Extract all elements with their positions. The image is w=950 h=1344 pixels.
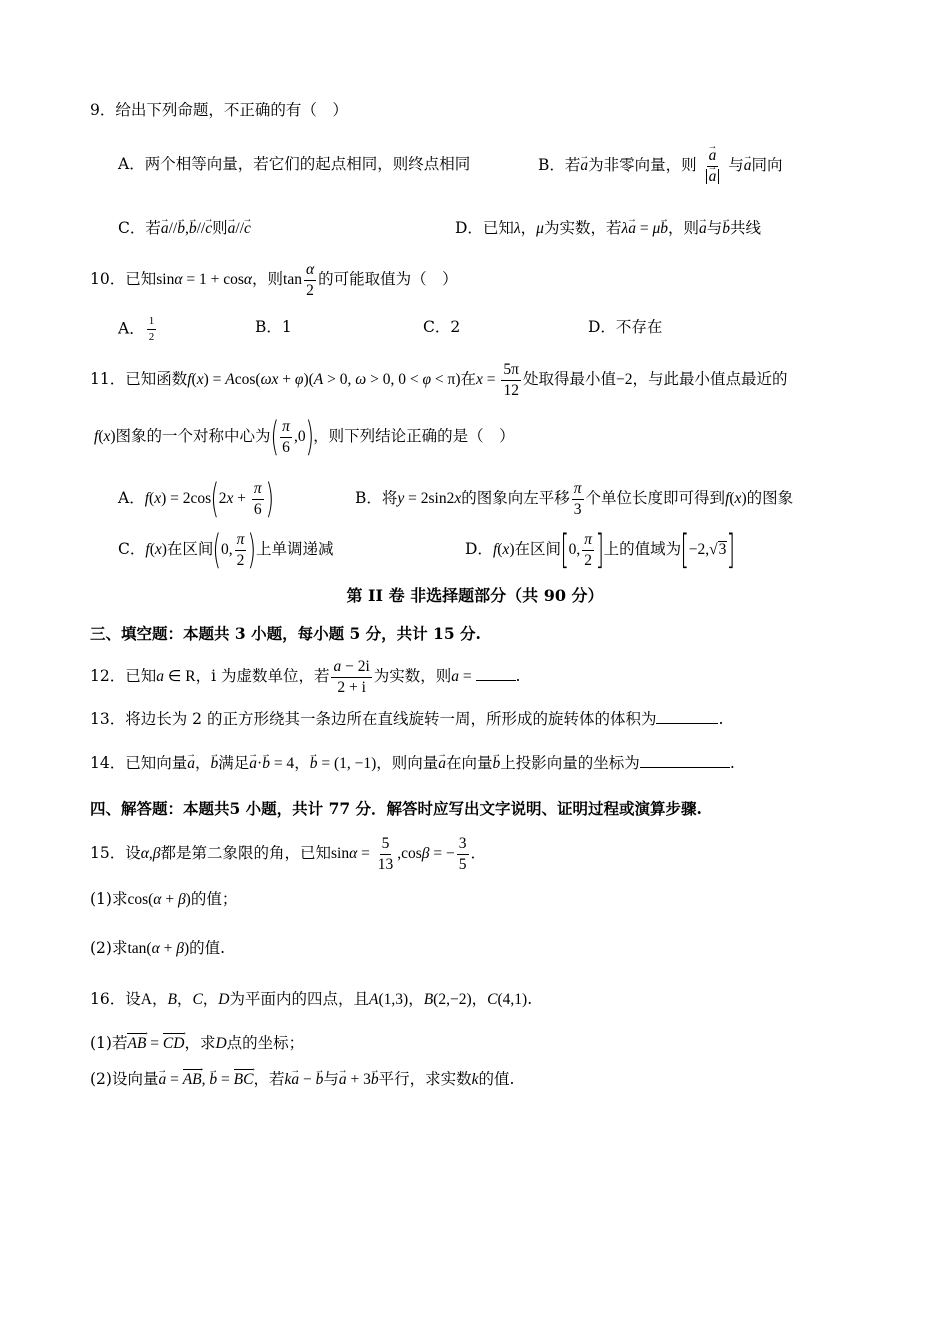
q15-stem: 15．设α,β都是第二象限的角，已知sinα = $\frac{5}{13}$ ,cosβ = − $\frac{3}{5}$ ．	[90, 835, 487, 873]
q11-option-b: B．将y = 2sin2x的图象向左平移 $\frac{\pi}{3}$ 个单位长度即可得到f(x)的图象	[355, 480, 794, 518]
q11-option-c: C．f(x)在区间(0, $\frac{\pi}{2}$ )上单调递减	[118, 527, 334, 573]
q16-part1: (1)若AB → = CD →，求D点的坐标；	[90, 1036, 304, 1052]
q14: 14．已知向量→ a，→ b满足→ a·→ b = 4，→ b = (1, −1)，则向量→ a在向量→ b上投影向量的坐标为 .	[90, 756, 735, 772]
q9-option-d: D．已知λ，μ为实数，若λ→ a = μ→ b，则→ a与→ b共线	[455, 221, 761, 237]
q12: 12．已知a ∈ R，i 为虚数单位，若 $\frac{a - 2i}{2 + i}$ 为实数，则a = .	[90, 658, 521, 696]
q11-option-a: A．f(x) = 2cos(2x + $\frac{\pi}{6}$ )	[118, 476, 274, 522]
q13: 13．将边长为 2 的正方形绕其一条边所在直线旋转一周，所形成的旋转体的体积为 .	[90, 710, 724, 728]
q9-stem: 9．给出下列命题，不正确的有（ ）	[90, 101, 348, 119]
q10-option-c: C．2	[423, 318, 461, 336]
q16-part2: (2)设向量→ a = AB →, → b = BC →，若k→ a − → b与→ a + 3→ b平行，求实数k的值.	[90, 1072, 514, 1088]
q16-stem: 16．设A，B，C，D为平面内的四点，且A(1,3)，B(2,−2)，C(4,1).	[90, 990, 533, 1008]
q10-option-d: D．不存在	[588, 318, 663, 336]
q10-stem: 10．已知sinα = 1 + cosα，则tan $\frac{\alpha}{2}$ 的可能取值为（ ）	[90, 261, 458, 299]
part2-title: 第 II 卷 非选择题部分（共 90 分）	[346, 586, 604, 605]
q15-part1: (1)求cos(α + β)的值；	[90, 890, 238, 908]
section3-heading: 三、填空题：本题共 3 小题，每小题 5 分，共计 15 分.	[90, 624, 481, 643]
q11-stem-line2: f(x)图象的一个对称中心为( $\frac{\pi}{6}$ ,0)，则下列结论正确的是（ ）	[94, 414, 515, 460]
q15-part2: (2)求tan(α + β)的值.	[90, 939, 226, 957]
q9-option-c: C．若→ a//→ b,→ b//→ c则→ a//→ c	[118, 221, 251, 237]
q10-option-a: A． $\frac{1}{2}$	[118, 315, 155, 343]
section4-heading: 四、解答题：本题共5 小题，共计 77 分．解答时应写出文字说明、证明过程或演算步骤.	[90, 799, 702, 818]
q11-stem: 11．已知函数f(x) = Acos(ωx + φ)(A > 0, ω > 0, 0 < φ < π)在x = $\frac{5\pi}{12}$ 处取得最小值−2，与此最小值点最近的	[90, 361, 788, 399]
q9-option-a: A．两个相等向量，若它们的起点相同，则终点相同	[118, 155, 471, 173]
q9-option-b: B．若→ a为非零向量，则 → a → a 与→ a同向	[538, 148, 783, 184]
q11-option-d: D．f(x)在区间[0, $\frac{\pi}{2}$ ]上的值域为[−2,√3]	[465, 527, 736, 573]
q10-option-b: B．1	[255, 318, 292, 336]
